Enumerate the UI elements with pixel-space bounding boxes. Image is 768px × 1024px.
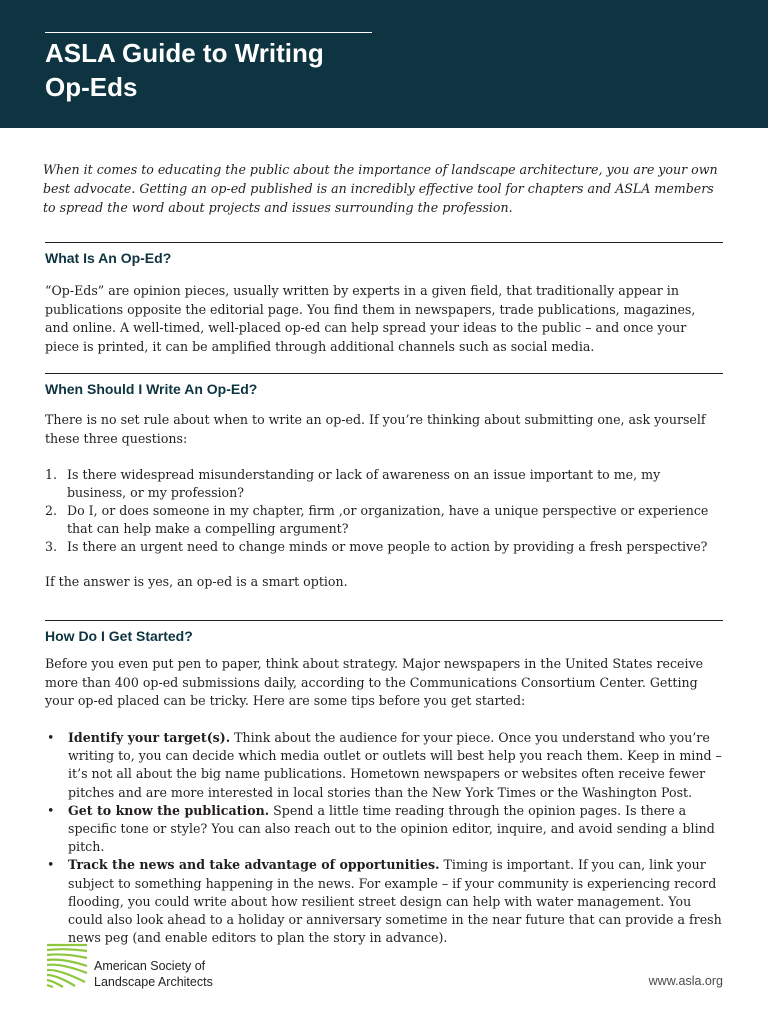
section-how	[45, 620, 723, 645]
title-line-2: Op-Eds	[45, 72, 138, 102]
list-number: 1.	[45, 467, 58, 482]
tip-title: Track the news and take advantage of opportunities.	[68, 857, 440, 873]
org-line-2: Landscape Architects	[94, 975, 213, 989]
list-number: 3.	[45, 539, 58, 554]
list-item	[45, 802, 723, 857]
list-item-text: Is there widespread misunderstanding or lack of awareness on an issue important to me, my business, or my profession?	[67, 467, 661, 500]
section-heading-what: What Is An Op-Ed?	[45, 250, 172, 266]
bullet: •	[47, 802, 55, 818]
tip-text: Spend a little time reading through the opinion pages. Is there a specific tone or style? You can also reach out to the opinion editor, inquire, and avoid sending a blind pitch.	[68, 802, 715, 855]
org-line-1: American Society of	[94, 959, 206, 973]
list-item	[45, 729, 723, 802]
list-item	[45, 466, 723, 502]
section-when	[45, 373, 723, 398]
when-paragraph: There is no set rule about when to write an op-ed. If you’re thinking about submitting one, ask yourself these three questions:	[45, 412, 706, 446]
list-item-text: Do I, or does someone in my chapter, firm ,or organization, have a unique perspective or experience that can help make a compelling argument?	[67, 503, 709, 536]
tip-title: Get to know the publication.	[68, 802, 270, 818]
list-item	[45, 502, 723, 538]
tip-title: Identify your target(s).	[68, 730, 231, 745]
page-title	[45, 36, 324, 104]
list-item-text: Is there an urgent need to change minds or move people to action by providing a fresh perspective?	[67, 539, 708, 554]
footer-url: www.asla.org	[648, 974, 723, 988]
intro-paragraph: When it comes to educating the public about the importance of landscape architecture, you are your own best advocate. Getting an op-ed published is an incredibly effective tool for chapters and ASLA members to spread the word about projects and issues surrounding the profession.	[43, 162, 718, 215]
how-paragraph: Before you even put pen to paper, think about strategy. Major newspapers in the United States receive more than 400 op-ed submissions daily, according to the Communications Consortium Center. Getting your op-ed placed can be tricky. Here are some tips before you get started:	[45, 656, 704, 708]
bullet: •	[47, 730, 55, 745]
bullet: •	[47, 857, 55, 873]
title-line-1: ASLA Guide to Writing	[45, 38, 324, 68]
list-item	[45, 856, 723, 947]
asla-logo-icon	[45, 942, 89, 988]
header-rule	[45, 32, 372, 33]
section-heading-how: How Do I Get Started?	[45, 628, 193, 644]
section-heading-when: When Should I Write An Op-Ed?	[45, 381, 258, 397]
tip-text: Timing is important. If you can, link your subject to something happening in the news. For example – if your community is experiencing record flooding, you could write about how resilient street design can help with water management. You could also look ahead to a holiday or anniversary sometime in the near future that can provide a fresh news peg (and enable editors to plan the story in advance).	[68, 857, 722, 946]
list-number: 2.	[45, 503, 58, 518]
section-what	[45, 242, 723, 267]
list-item	[45, 538, 723, 556]
page-header	[0, 0, 768, 128]
what-paragraph: “Op-Eds” are opinion pieces, usually written by experts in a given field, that traditionally appear in publications opposite the editorial page. You find them in newspapers, trade publications, magazines, and online. A well-timed, well-placed op-ed can help spread your ideas to the public – and once your piece is printed, it can be amplified through additional channels such as social media.	[45, 283, 696, 354]
when-conclusion: If the answer is yes, an op-ed is a smart option.	[45, 574, 348, 589]
tips-list	[45, 729, 723, 947]
footer-org-name	[94, 958, 213, 990]
tip-text: Think about the audience for your piece. Once you understand who you’re writing to, you can decide which media outlet or outlets will best help you reach them. Keep in mind – it’s not all about the big name publications. Hometown newspapers or websites often receive fewer pitches and are more interested in local stories than the New York Times or the Washington Post.	[68, 730, 722, 800]
questions-list	[45, 466, 723, 556]
